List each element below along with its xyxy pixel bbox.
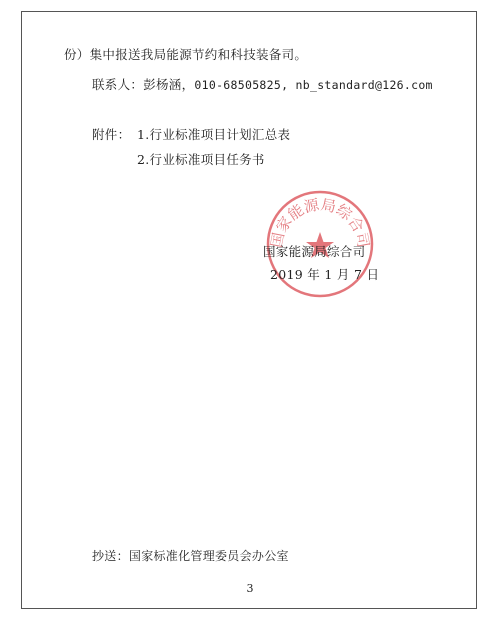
contact-detail: 010-68505825, nb_standard@126.com	[194, 78, 433, 92]
attachment-item-2: 2.行业标准项目任务书	[137, 152, 265, 167]
page-number: 3	[246, 582, 254, 595]
page-border	[21, 11, 477, 609]
body-line-1: 份）集中报送我局能源节约和科技装备司。	[64, 47, 308, 62]
cc-line: 抄送：国家标准化管理委员会办公室	[92, 549, 289, 563]
contact-label: 联系人：彭杨涵，	[92, 77, 195, 92]
attachments-label: 附件：	[92, 127, 131, 142]
signature-date: 2019 年 1 月 7 日	[270, 267, 380, 282]
attachment-item-1: 1.行业标准项目计划汇总表	[137, 127, 291, 142]
seal-text: 国家能源局综合司	[267, 195, 373, 250]
contact-line	[92, 77, 433, 93]
signature-organization: 国家能源局综合司	[263, 244, 366, 259]
